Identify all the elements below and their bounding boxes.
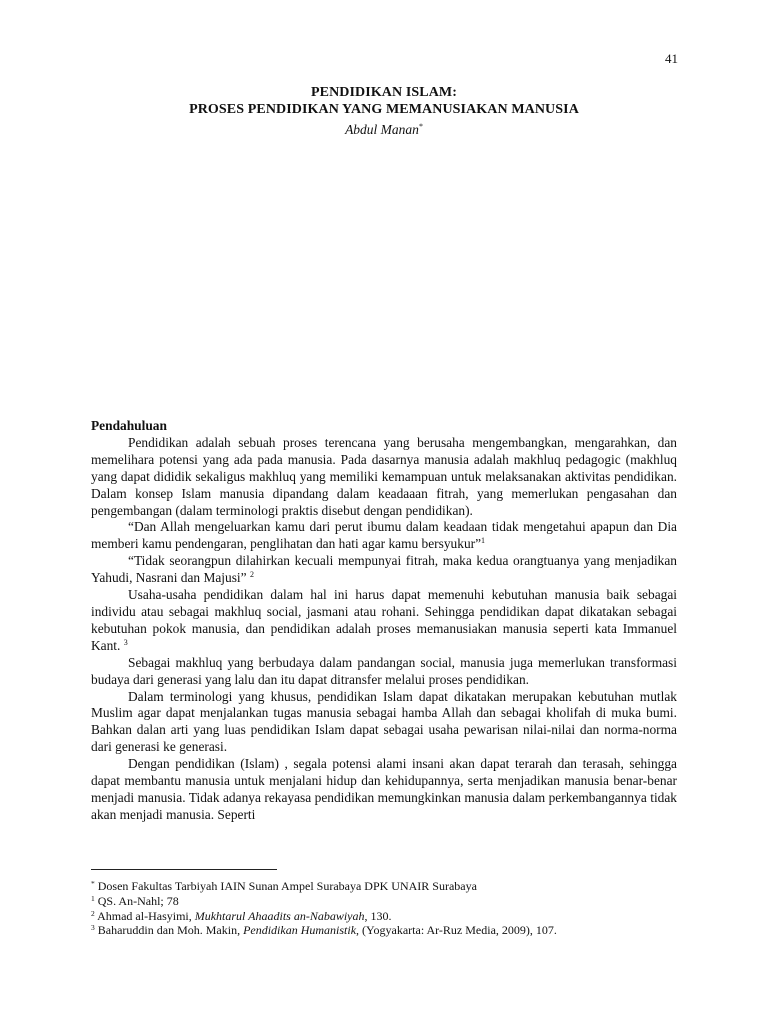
footnote-mark: 3 xyxy=(91,923,95,933)
article-title-line-2: PROSES PENDIDIKAN YANG MEMANUSIAKAN MANUSIA xyxy=(189,102,579,117)
quote-text-2: “Tidak seorangpun dilahirkan kecuali mempunyai fitrah, maka kedua orangtuanya yang menjadikan Yahudi, Nasrani dan Majusi” xyxy=(91,553,677,586)
article-body xyxy=(91,418,677,824)
author-footnote-mark: * xyxy=(418,122,423,131)
footnote-mark: 2 xyxy=(91,908,95,918)
footnote-ref-1: 1 xyxy=(481,536,486,546)
paragraph-5: Sebagai makhluq yang berbudaya dalam pandangan social, manusia juga memerlukan transformasi budaya dari generasi yang lalu dan itu dapat ditransfer melalui proses pendidikan. xyxy=(91,654,677,687)
article-header xyxy=(60,84,708,138)
footnote-mark: 1 xyxy=(91,893,95,903)
footnote-2 xyxy=(91,909,677,924)
footnote-1 xyxy=(91,894,677,909)
footnote-text: Dosen Fakultas Tarbiyah IAIN Sunan Ampel Surabaya DPK UNAIR Surabaya xyxy=(94,879,477,893)
paragraph-7: Dengan pendidikan (Islam) , segala potensi alami insani akan dapat terarah dan terasah, sehingga dapat membantu manusia untuk menjalani hidup dan kehidupannya, serta menjadikan manusia benar-benar menjadi manusia. Tidak adanya rekayasa pendidikan memungkinkan manusia dalam perkembangannya tidak akan menjadi manusia. Seperti xyxy=(91,756,677,822)
page-number: 41 xyxy=(665,51,678,66)
article-title-line-1: PENDIDIKAN ISLAM: xyxy=(311,85,457,100)
paragraph-1: Pendidikan adalah sebuah proses terencana yang berusaha mengembangkan, mengarahkan, dan memelihara potensi yang ada pada manusia. Pada dasarnya manusia adalah makhluq pedagogic (makhluq yang dapat dididik sekaligus makhluq yang memiliki kemampuan untuk melaksanakan aktivitas pendidikan. Dalam konsep Islam manusia dipandang dalam keadaaan fitrah, yang memerlukan pengasahan dan pengembangan (dalam terminologi praktis disebut dengan pendidikan). xyxy=(91,434,677,518)
footnote-text: Ahmad al-Hasyimi, xyxy=(94,908,195,923)
paragraph-4 xyxy=(91,587,677,655)
footnote-text: , (Yogyakarta: Ar-Ruz Media, 2009), 107. xyxy=(356,923,557,938)
footnote-text: QS. An-Nahl; 78 xyxy=(94,893,179,908)
paragraph-3-quote xyxy=(91,553,677,587)
footnote-book-title: Pendidikan Humanistik xyxy=(243,923,357,938)
footnote-text: Baharuddin dan Moh. Makin, xyxy=(94,923,244,938)
paragraph-6: Dalam terminologi yang khusus, pendidikan Islam dapat dikatakan merupakan kebutuhan mutlak Muslim agar dapat menjalankan tugas manusia sebagai hamba Allah dan sebagai kholifah di muka bumi. Bahkan dalan arti yang luas pendidikan Islam dapat sebagai usaha pewarisan nilai-nilai dan norma-norma dari generasi ke generasi. xyxy=(91,688,677,755)
footnotes xyxy=(91,879,677,938)
footnote-ref-3: 3 xyxy=(123,637,128,647)
footnote-ref-2: 2 xyxy=(249,570,254,580)
paragraph-2-quote xyxy=(91,519,677,553)
footnote-author xyxy=(91,879,677,894)
footnote-mark: * xyxy=(91,879,95,888)
footnote-book-title: Mukhtarul Ahaadits an-Nabawiyah xyxy=(194,908,365,923)
footnote-3 xyxy=(91,923,677,938)
section-heading: Pendahuluan xyxy=(91,418,167,433)
author-name-line xyxy=(60,118,708,138)
footnote-divider xyxy=(91,869,277,870)
author-name: Abdul Manan xyxy=(345,122,419,137)
quote-text-1: “Dan Allah mengeluarkan kamu dari perut ibumu dalam keadaan tidak mengetahui apapun dan Dia memberi kamu pendengaran, penglihatan dan hati agar kamu bersyukur” xyxy=(91,519,677,552)
paragraph-4-text: Usaha-usaha pendidikan dalam hal ini harus dapat memenuhi kebutuhan manusia baik sebagai individu atau sebagai makhluq social, jasmani atau rohani. Sehingga pendidikan dapat dikatakan sebagai kebutuhan pokok manusia, dan pendidikan adalah proses memanusiakan manusia seperti kata Immanuel Kant. xyxy=(91,587,677,653)
footnote-text: , 130. xyxy=(364,908,392,923)
